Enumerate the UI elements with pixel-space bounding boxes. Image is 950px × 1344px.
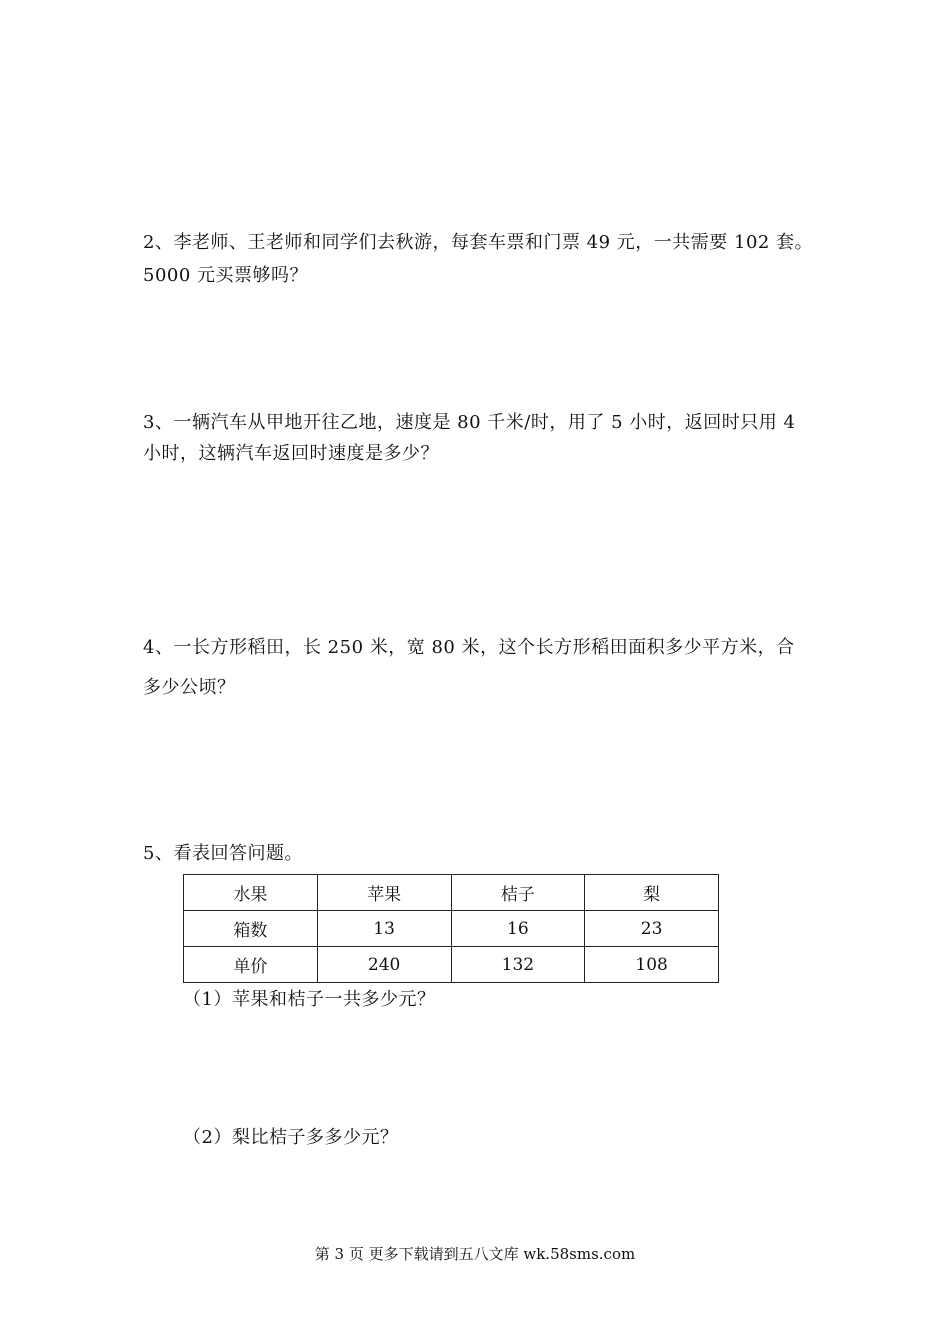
table-cell: 16 — [451, 911, 585, 947]
sub-question-1: （1）苹果和桔子一共多少元？ — [183, 989, 436, 1010]
table-cell: 108 — [585, 947, 719, 983]
table-row — [184, 911, 719, 947]
table-header-row — [184, 875, 719, 911]
question-4-line-1: 4、一长方形稻田，长 250 米，宽 80 米，这个长方形稻田面积多少平方米，合 — [143, 637, 795, 658]
question-4-line-2: 多少公顷？ — [143, 677, 236, 698]
table-cell: 23 — [585, 911, 719, 947]
table-cell: 箱数 — [184, 911, 318, 947]
page-footer: 第 3 页 更多下载请到五八文库 wk.58sms.com — [314, 1245, 636, 1263]
question-5-title-text: 5、看表回答问题。 — [143, 843, 303, 864]
table-cell: 单价 — [184, 947, 318, 983]
table-row — [184, 947, 719, 983]
table-cell: 13 — [317, 911, 451, 947]
table-cell: 132 — [451, 947, 585, 983]
table-header-cell: 水果 — [184, 875, 318, 911]
question-2-line-2: 5000 元买票够吗？ — [143, 265, 309, 286]
table-cell: 240 — [317, 947, 451, 983]
question-5-title — [143, 842, 823, 866]
table-header-cell: 苹果 — [317, 875, 451, 911]
table-header-cell: 桔子 — [451, 875, 585, 911]
table-header-cell: 梨 — [585, 875, 719, 911]
question-2-line-1: 2、李老师、王老师和同学们去秋游，每套车票和门票 49 元，一共需要 102 套。 — [143, 232, 814, 253]
question-4 — [143, 628, 823, 708]
question-2 — [143, 226, 823, 292]
question-3-line-1: 3、一辆汽车从甲地开往乙地，速度是 80 千米/时，用了 5 小时，返回时只用 4 — [143, 412, 796, 433]
question-3-line-2: 小时，这辆汽车返回时速度是多少？ — [143, 443, 439, 464]
fruit-table — [183, 874, 719, 983]
sub-question-2: （2）梨比桔子多多少元？ — [183, 1127, 399, 1148]
question-3 — [143, 407, 823, 469]
